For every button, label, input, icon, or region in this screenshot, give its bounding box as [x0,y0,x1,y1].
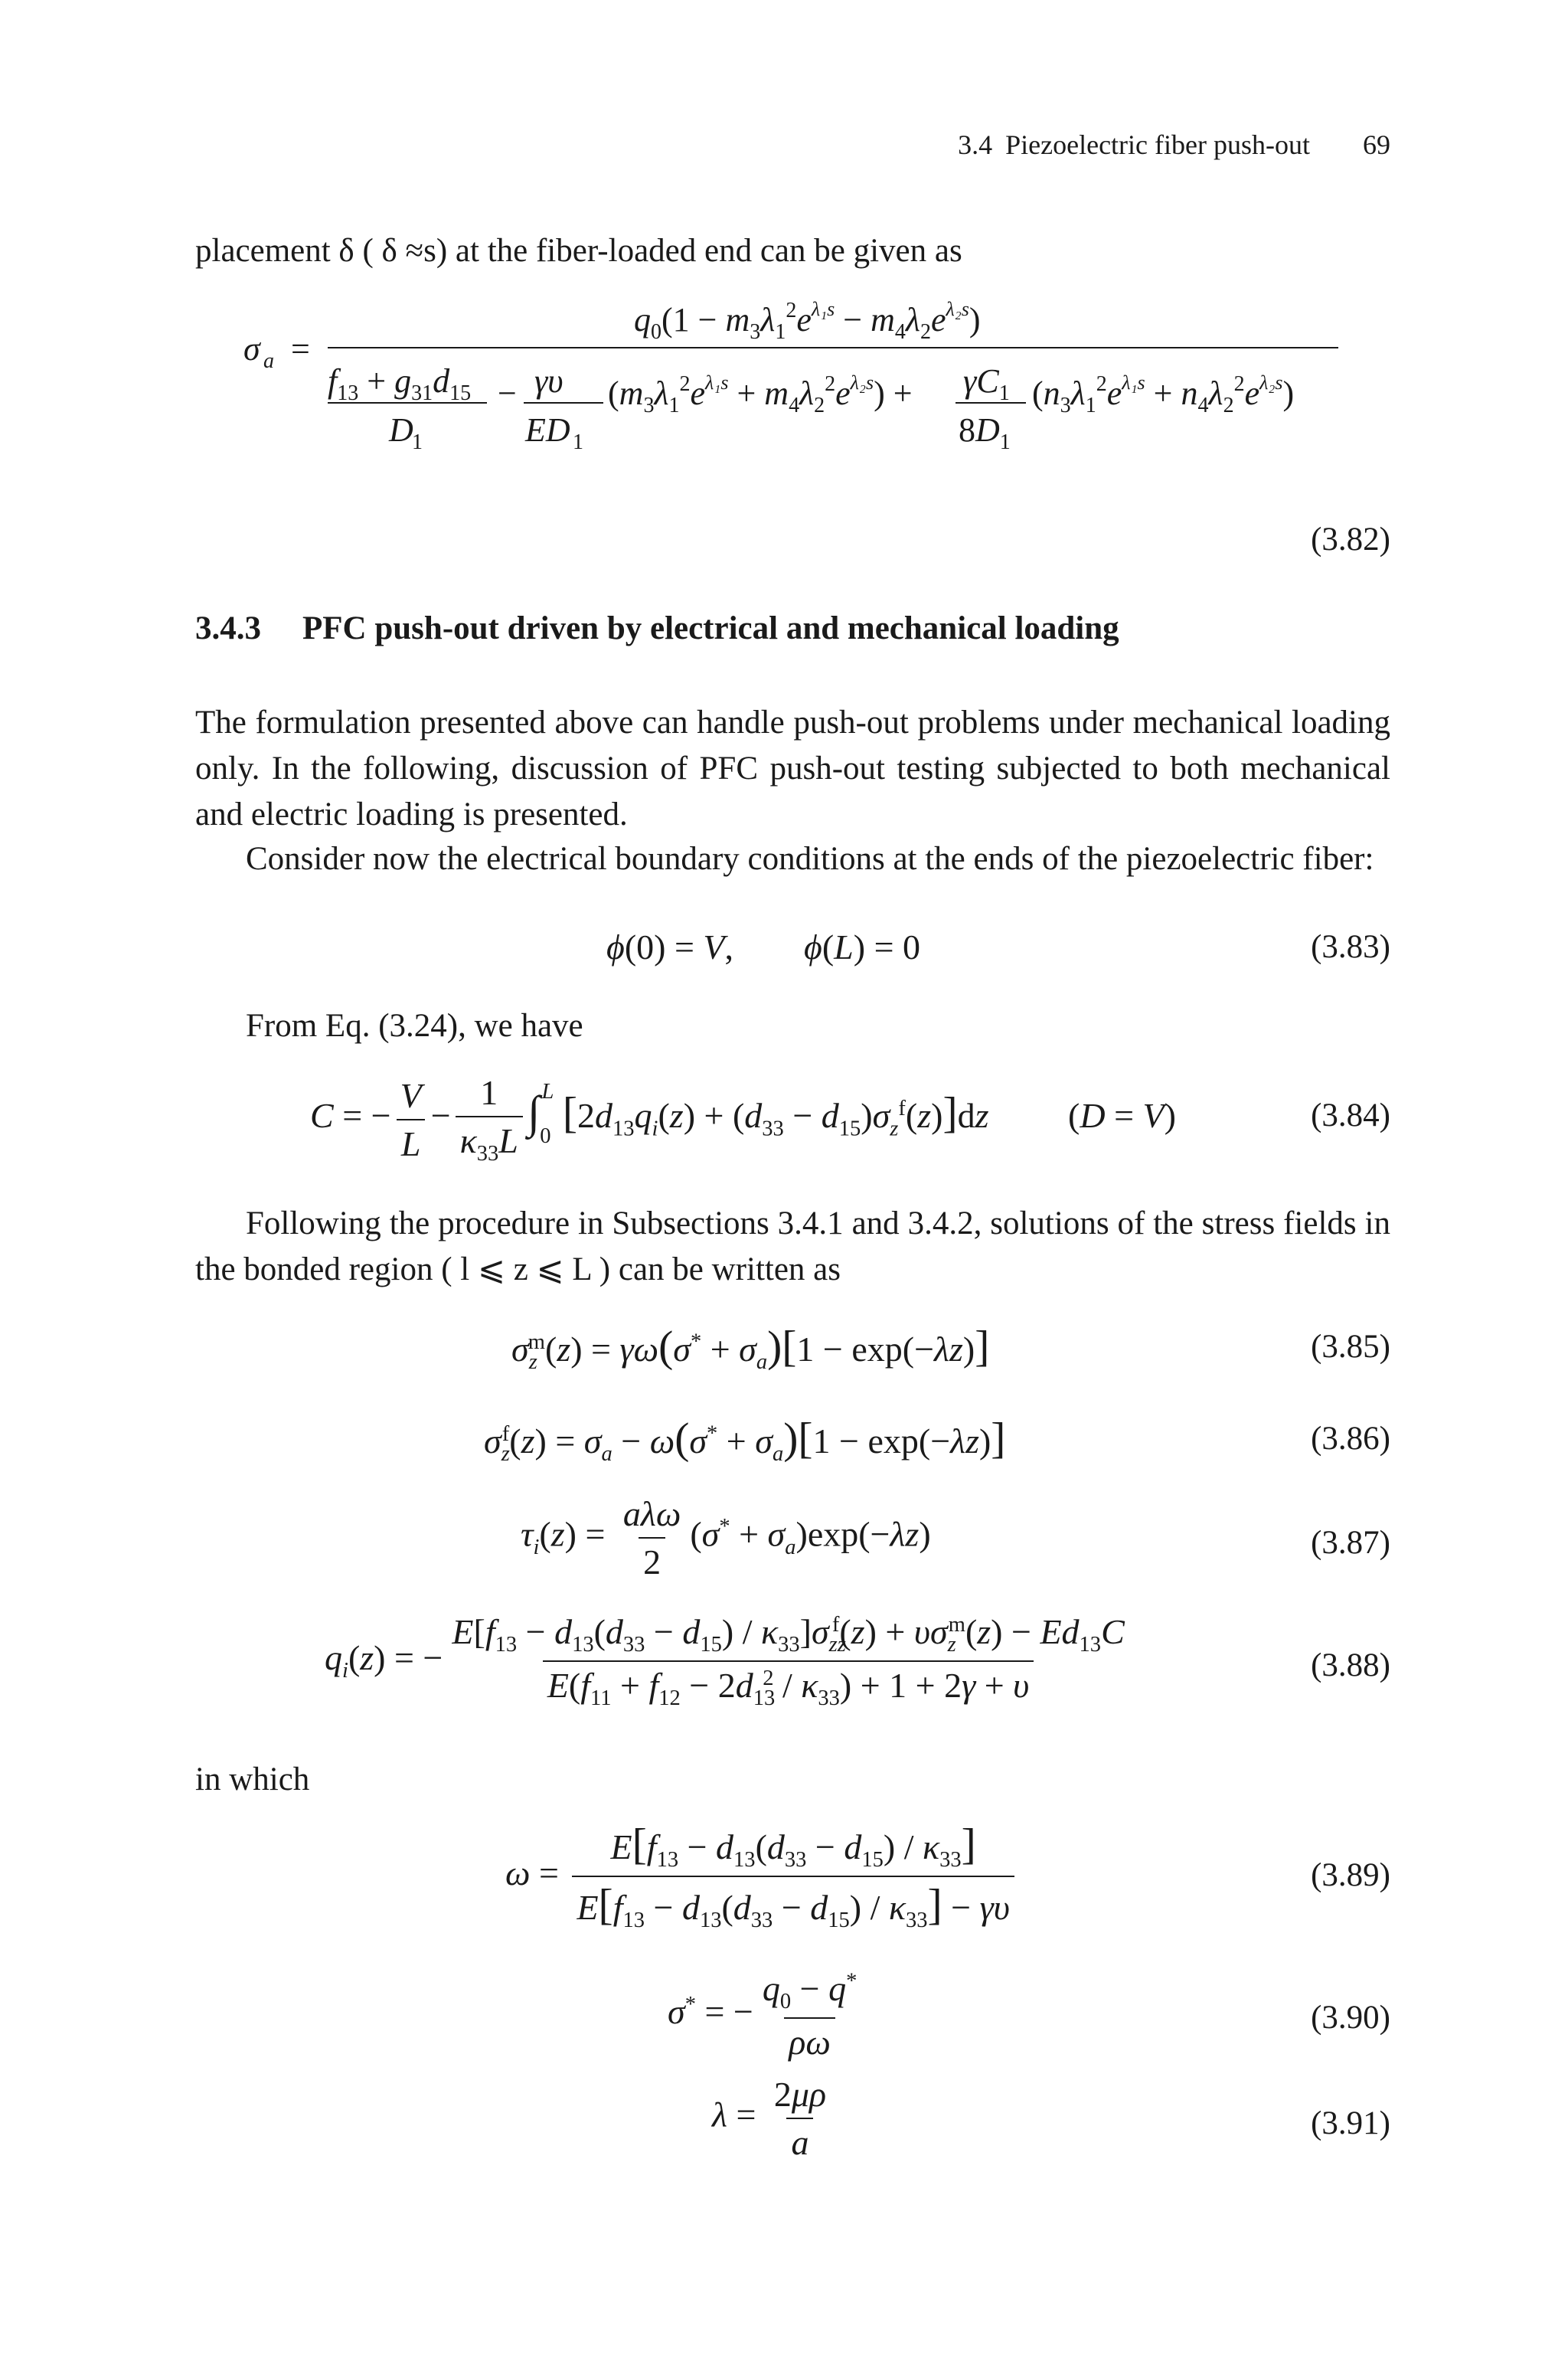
in-which-text: in which [195,1761,310,1797]
equation-3-91: λ = $\frac{2\mu\rho}{a}$ [712,2075,827,2162]
equation-3-90: σ* = − $\frac{q_0 - q^*}{\rho\omega}$ [668,1969,858,2062]
svg-text:−: − [498,375,517,412]
svg-text:f13 + g31d15: $f_{13} + g_{31}d_{15}$ [328,362,472,405]
paragraph-4: Following the procedure in Subsections 3.4.1 and 3.4.2, solutions of the stress fields in the bonded region ( l ⩽ z ⩽ L ) can be written as [195,1205,1390,1287]
equation-number-3-90: (3.90) [1311,2000,1390,2036]
section-heading [195,610,1119,647]
equation-number-3-89: (3.89) [1311,1857,1390,1893]
svg-text:γυ: γυ [534,362,564,400]
equation-number-3-85: (3.85) [1311,1329,1390,1365]
running-header [842,129,1390,161]
equation-number-3-84: (3.84) [1311,1097,1390,1133]
equation-number-3-82: (3.82) [1311,522,1390,558]
equation-number-3-87: (3.87) [1311,1525,1390,1561]
svg-text:=: = [291,330,310,368]
paragraph-2: Consider now the electrical boundary conditions at the ends of the piezoelectric fiber: [246,841,1374,877]
section-heading-title: PFC push-out driven by electrical and mechanical loading [302,610,1119,646]
section-label: 3.4 [958,129,993,160]
intro-line: placement δ ( δ ≈s) at the fiber-loaded end can be given as [195,233,962,269]
svg-text:1: 1 [573,430,583,454]
equation-number-3-86: (3.86) [1311,1421,1390,1457]
paragraph-3: From Eq. (3.24), we have [246,1008,583,1044]
equation-3-86: $\sigma_z^f(z) = \sigma_a - \omega(\sigma^* + \sigma_a)[1 - \exp(-\lambda z)]$ [484,1415,1006,1467]
equation-3-89: ω = $\frac{E[f_{13} - d_{13}(d_{33} - d_{15}) / \kappa_{33}]}{E[f_{13} - d_{13}(d_{33} - d_{15}) / \kappa_{33}] - \gamma\upsilon}$ [505,1820,1019,1933]
svg-text:1: 1 [412,430,423,454]
equation-3-84: C = − $\frac{V}{L}$ − $\frac{1}{\kappa_{33}L}$ $\int_0^L$ $[2d_{13}q_i(z) + (d_{33} - d_{15})\sigma_z^f(z)]dz$ (D = V) [310,1073,1176,1166]
equation-number-3-83: (3.83) [1311,929,1390,965]
svg-text:σ: σ [243,330,260,368]
equation-3-82 [243,291,1346,476]
svg-text:ED: ED [525,411,570,449]
svg-text:γC1: $\gamma C_1$ [963,362,1010,405]
svg-text:D: D [389,411,413,449]
svg-text:q0(1 − m3λ12eλ₁s − m4λ2eλ₂s): $q_0(1 - m_3\lambda_1^2e^{\lambda_1s} - m_4\lambda_2e^{\lambda_2s})$ [634,298,981,344]
equation-3-85: $\sigma_z^m(z) = \gamma\omega(\sigma^* + \sigma_a)[1 - \exp(-\lambda z)]$ [511,1323,990,1375]
section-title: Piezoelectric fiber push-out [1005,129,1310,160]
equation-3-87: $\tau_i(z)$ = $\frac{\text{aλω}}{2}$ $(\sigma^* + \sigma_a)\exp(-\lambda z)$ [521,1494,931,1582]
svg-text:(m3λ12eλ₁s + m4λ22eλ₂s) +: $(m_3\lambda_1^2e^{\lambda_1s} + m_4\lambda_2^2e^{\lambda_2s})$ + [608,371,913,417]
equation-3-82-graphic [243,291,1346,467]
equation-3-88: $q_i(z)$ = − $\frac{E[f_{13} - d_{13}(d_{33} - d_{15}) / \kappa_{33}]\sigma_{zz}^f(z) + \upsilon\sigma_z^m(z) - Ed_{13}C}{E(f_{11} + f_{12} - 2d_{13}^2 / \kappa_{33}) + 1 + 2\gamma + \upsilon}$ [325,1612,1125,1711]
equation-3-83: ϕ(0) = V, ϕ(L) = 0 [606,927,921,967]
page-number: 69 [1363,129,1390,160]
equation-number-3-88: (3.88) [1311,1647,1390,1683]
svg-text:8D1: $8D_1$ [959,411,1011,454]
section-heading-number: 3.4.3 [195,610,261,646]
svg-text:a: a [263,349,274,373]
svg-text:(n3λ12eλ₁s + n4λ22eλ₂s): $(n_3\lambda_1^2e^{\lambda_1s} + n_4\lambda_2^2e^{\lambda_2s})$ [1032,371,1295,417]
equation-number-3-91: (3.91) [1311,2105,1390,2141]
paragraph-1: The formulation presented above can handle push-out problems under mechanical loading only. In the following, discussion of PFC push-out testing subjected to both mechanical and electric loading is presented. [195,705,1390,832]
